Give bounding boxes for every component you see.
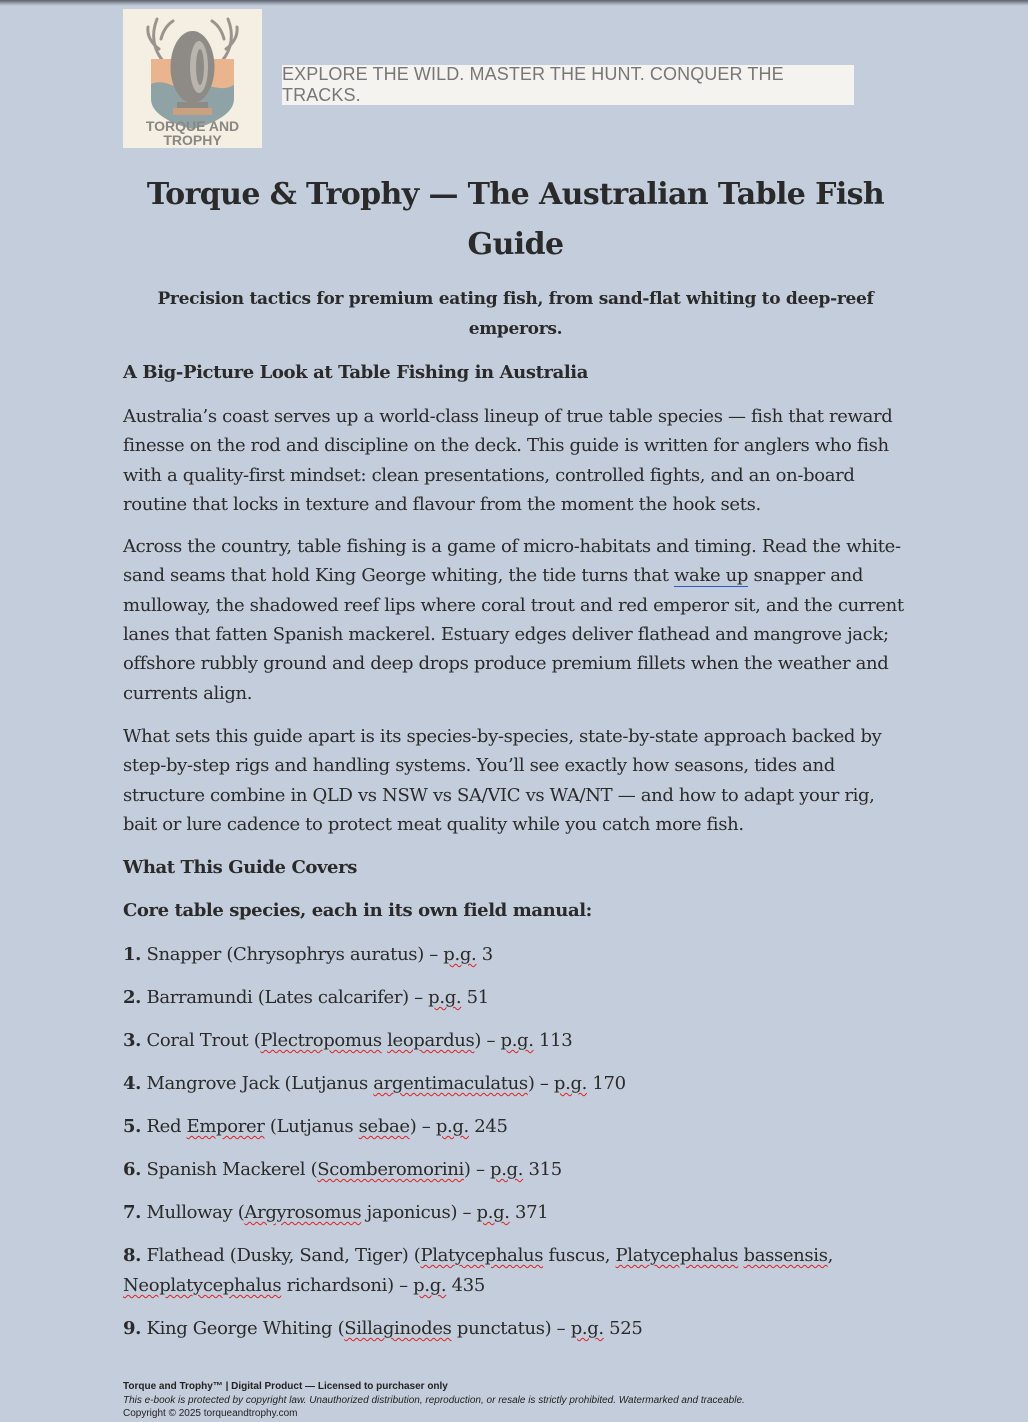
footer-copyright-notice: This e-book is protected by copyright law. Unauthorized distribution, reproduction, or resale is strictly prohibited. Watermarked and traceable. [123, 1394, 745, 1406]
page-title: Torque & Trophy — The Australian Table Fish Guide [146, 177, 885, 262]
spellcheck-flagged-word[interactable]: p.g. [443, 944, 477, 966]
document-body [123, 170, 908, 1357]
logo-emblem-icon [123, 9, 262, 148]
paragraph-micro-habitats [123, 532, 908, 708]
footer-license: Torque and Trophy™ | Digital Product — Licensed to purchaser only [123, 1381, 448, 1392]
spellcheck-flagged-word[interactable]: p.g. [435, 1116, 469, 1138]
spellcheck-flagged-word[interactable]: p.g. [428, 987, 462, 1009]
paragraph-approach: What sets this guide apart is its species-by-species, state-by-state approach backed by step-by-step rigs and handling systems. You’ll see exactly how seasons, tides and structure combine in QLD vs NSW vs SA/VIC vs WA/NT — and how to adapt your rig, bait or lure cadence to protect meat quality while you catch more fish. [123, 725, 882, 835]
list-number: 4. [123, 1073, 142, 1095]
wake-up-link[interactable]: wake up [674, 565, 749, 587]
spellcheck-flagged-word[interactable]: Platycephalus [420, 1245, 544, 1267]
spellcheck-flagged-word[interactable]: p.g. [490, 1159, 524, 1181]
page-subtitle: Precision tactics for premium eating fish, from sand-flat whiting to deep-reef emperors. [157, 289, 874, 339]
list-number: 3. [123, 1030, 142, 1052]
spellcheck-flagged-word[interactable]: Scomberomorini [317, 1159, 464, 1181]
list-number: 9. [123, 1318, 142, 1340]
section-heading-big-picture: A Big-Picture Look at Table Fishing in Australia [123, 362, 588, 383]
spellcheck-flagged-word[interactable]: Plectropomus [260, 1030, 382, 1052]
species-list-item [123, 1112, 908, 1142]
species-list-item [123, 1069, 908, 1099]
list-number: 8. [123, 1245, 142, 1267]
spellcheck-flagged-word[interactable]: Neoplatycephalus [123, 1275, 282, 1297]
logo-text: TORQUE AND [145, 118, 240, 134]
species-list-item [123, 1198, 908, 1228]
list-number: 2. [123, 987, 142, 1009]
species-list-item [123, 1241, 908, 1301]
spellcheck-flagged-word[interactable]: bassensis [743, 1245, 828, 1267]
list-number: 7. [123, 1202, 142, 1224]
list-number: 5. [123, 1116, 142, 1138]
species-list-item [123, 1026, 908, 1056]
spellcheck-flagged-word[interactable]: p.g. [500, 1030, 534, 1052]
species-entry: King George Whiting (Sillaginodes punctatus) – p.g. 525 [146, 1318, 643, 1340]
tagline-banner [282, 65, 854, 105]
spellcheck-flagged-word[interactable]: argentimaculatus [373, 1073, 528, 1095]
species-entry: Mulloway (Argyrosomus japonicus) – p.g. 371 [146, 1202, 549, 1224]
species-entry: Spanish Mackerel (Scomberomorini) – p.g. 315 [146, 1159, 562, 1181]
species-entry: Snapper (Chrysophrys auratus) – p.g. 3 [146, 944, 493, 966]
footer-copyright: Copyright © 2025 torqueandtrophy.com [123, 1408, 298, 1419]
species-entry: Red Emporer (Lutjanus sebae) – p.g. 245 [146, 1116, 508, 1138]
spellcheck-flagged-word[interactable]: p.g. [553, 1073, 588, 1095]
species-list-item [123, 940, 908, 970]
paragraph-intro: Australia’s coast serves up a world-class lineup of true table species — fish that reward finesse on the rod and discipline on the deck. This guide is written for anglers who fish with a quality-first mindset: clean presentations, controlled fights, and an on-board routine that locks in texture and flavour from the moment the hook sets. [123, 406, 893, 515]
species-entry: Mangrove Jack (Lutjanus argentimaculatus) – p.g. 170 [146, 1073, 626, 1095]
species-list-item [123, 983, 908, 1013]
species-list [123, 940, 908, 1344]
species-entry: Flathead (Dusky, Sand, Tiger) (Platycephalus fuscus, Platycephalus bassensis, Neoplatycephalus richardsoni) – p.g. 435 [123, 1245, 833, 1297]
list-number: 1. [123, 944, 142, 966]
paragraph-text: snapper and mulloway, the shadowed reef lips where coral trout and red emperor sit, and the current lanes that fatten Spanish mackerel. Estuary edges deliver flathead and mangrove jack; offshore rubbly ground and deep drops produce premium fillets when the weather and currents align. [123, 565, 904, 704]
svg-text:TROPHY: TROPHY [163, 132, 222, 148]
spellcheck-flagged-word[interactable]: Platycephalus [615, 1245, 739, 1267]
section-heading-core-species: Core table species, each in its own field manual: [123, 900, 592, 922]
spellcheck-flagged-word[interactable]: p.g. [476, 1202, 510, 1224]
list-number: 6. [123, 1159, 142, 1181]
paragraph-text: Across the country, table fishing is a game of micro-habitats and timing. Read the white-sand seams that hold King George whiting, the tide turns that [123, 536, 901, 587]
torque-and-trophy-logo [123, 9, 262, 148]
spellcheck-flagged-word[interactable]: Argyrosomus [244, 1202, 362, 1224]
species-list-item [123, 1155, 908, 1185]
section-heading-covers: What This Guide Covers [123, 857, 357, 879]
spellcheck-flagged-word[interactable]: p.g. [413, 1275, 447, 1297]
spellcheck-flagged-word[interactable]: Sillaginodes [344, 1318, 452, 1340]
window-top-edge [0, 0, 1028, 6]
spellcheck-flagged-word[interactable]: leopardus [387, 1030, 475, 1052]
species-list-item [123, 1314, 908, 1344]
spellcheck-flagged-word[interactable]: sebae [358, 1116, 410, 1138]
tagline-text: EXPLORE THE WILD. MASTER THE HUNT. CONQUER THE TRACKS. [282, 64, 784, 105]
species-entry: Barramundi (Lates calcarifer) – p.g. 51 [146, 987, 489, 1009]
species-entry: Coral Trout (Plectropomus leopardus) – p.g. 113 [146, 1030, 573, 1052]
spellcheck-flagged-word[interactable]: Emporer [186, 1116, 265, 1138]
spellcheck-flagged-word[interactable]: p.g. [570, 1318, 604, 1340]
page-footer [123, 1380, 923, 1421]
